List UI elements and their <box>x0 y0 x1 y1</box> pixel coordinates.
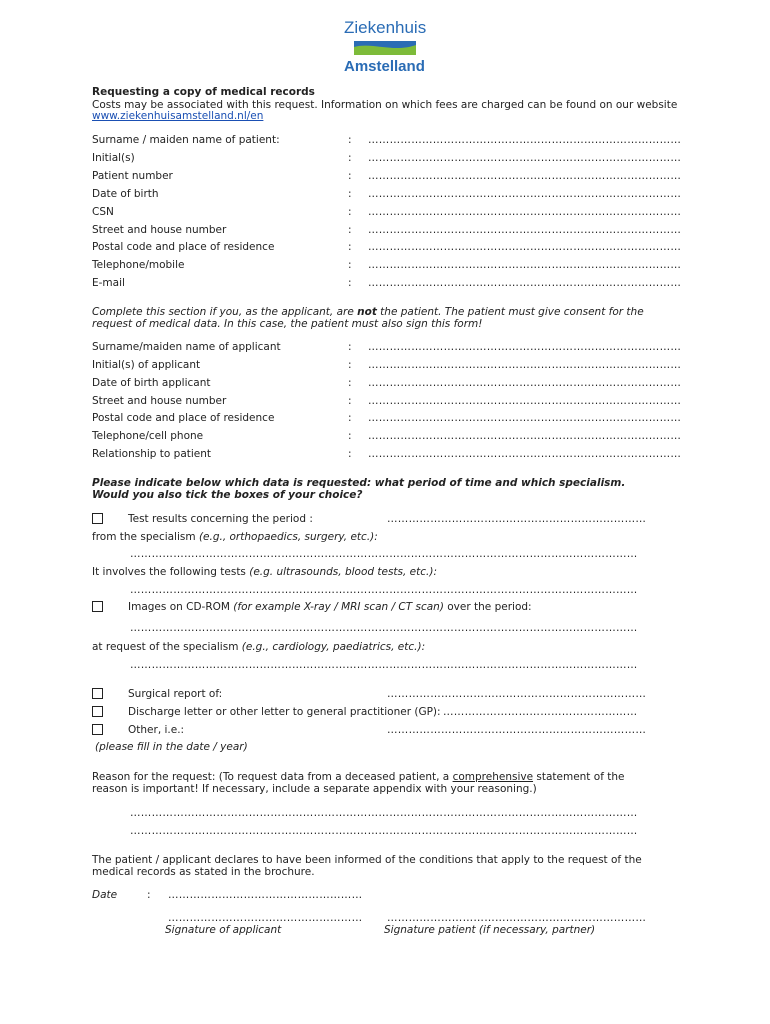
field-input-initials[interactable]: …………………………………………………………………………… <box>368 152 682 164</box>
involves-tests-text: It involves the following tests <box>92 566 250 578</box>
field-colon: : <box>348 241 352 253</box>
reason-text-comprehensive: comprehensive <box>452 771 534 783</box>
surgical-report-input[interactable]: ……………………………………………………………… <box>387 688 647 700</box>
images-text: Images on CD-ROM <box>128 601 234 613</box>
field-colon: : <box>348 170 352 182</box>
images-period-input[interactable]: …………………………………………………………………………………………………………………………… <box>130 622 638 634</box>
date-label: Date <box>92 889 118 901</box>
from-specialism-example: (e.g., orthopaedics, surgery, etc.): <box>198 531 378 543</box>
reason-text <box>92 771 652 795</box>
field-input-applicant-initials[interactable]: …………………………………………………………………………… <box>368 359 682 371</box>
field-colon: : <box>348 152 352 164</box>
field-colon: : <box>348 377 352 389</box>
field-colon: : <box>348 206 352 218</box>
from-specialism-text: from the specialism <box>92 531 199 543</box>
field-label-applicant-street: Street and house number <box>92 395 227 407</box>
field-label-initials: Initial(s) <box>92 152 135 164</box>
field-label-postal-code: Postal code and place of residence <box>92 241 275 253</box>
field-input-surname[interactable]: …………………………………………………………………………… <box>368 134 682 146</box>
field-label-patient-number: Patient number <box>92 170 173 182</box>
logo-mark-icon <box>354 41 416 55</box>
applicant-note-end: the patient. The patient must give consent for the request of medical data. In this case, the patient must also sign this form! <box>92 306 644 330</box>
test-results-label: Test results concerning the period : <box>128 513 313 525</box>
tests-input[interactable]: …………………………………………………………………………………………………………………………… <box>130 584 638 596</box>
images-period-text: over the period: <box>443 601 532 613</box>
field-label-applicant-dob: Date of birth applicant <box>92 377 211 389</box>
test-results-period-input[interactable]: ……………………………………………………………… <box>387 513 647 525</box>
applicant-note-not: not <box>357 306 377 318</box>
date-colon: : <box>147 889 151 901</box>
field-label-relationship: Relationship to patient <box>92 448 212 460</box>
involves-tests-example: (e.g. ultrasounds, blood tests, etc.): <box>249 566 438 578</box>
at-request-input[interactable]: …………………………………………………………………………………………………………………………… <box>130 659 638 671</box>
website-link[interactable]: www.ziekenhuisamstelland.nl/en <box>92 110 264 122</box>
applicant-note <box>92 306 652 330</box>
logo-text-bottom: Amstelland <box>344 58 425 75</box>
reason-text-end: statement of the reason is important! If necessary, include a separate appendix with your reasoning.) <box>92 771 625 795</box>
field-input-street[interactable]: …………………………………………………………………………… <box>368 224 682 236</box>
costs-text: Costs may be associated with this request. Information on which fees are charged can be found on our website <box>92 99 678 111</box>
test-results-checkbox[interactable] <box>92 513 103 524</box>
field-input-email[interactable]: …………………………………………………………………………… <box>368 277 682 289</box>
field-input-telephone[interactable]: …………………………………………………………………………… <box>368 259 682 271</box>
field-colon: : <box>348 448 352 460</box>
images-checkbox[interactable] <box>92 601 103 612</box>
field-label-csn: CSN <box>92 206 114 218</box>
field-input-patient-number[interactable]: …………………………………………………………………………… <box>368 170 682 182</box>
field-input-applicant-postal[interactable]: …………………………………………………………………………… <box>368 412 682 424</box>
other-input[interactable]: ……………………………………………………………… <box>387 724 647 736</box>
field-colon: : <box>348 277 352 289</box>
discharge-letter-input[interactable]: ……………………………………………… <box>443 706 638 718</box>
field-colon: : <box>348 259 352 271</box>
images-label <box>128 601 532 613</box>
date-input[interactable]: ……………………………………………… <box>168 889 363 901</box>
surgical-report-checkbox[interactable] <box>92 688 103 699</box>
field-input-postal-code[interactable]: …………………………………………………………………………… <box>368 241 682 253</box>
field-label-applicant-postal: Postal code and place of residence <box>92 412 275 424</box>
field-input-csn[interactable]: …………………………………………………………………………… <box>368 206 682 218</box>
form-title: Requesting a copy of medical records <box>92 86 315 98</box>
fill-date-hint: (please fill in the date / year) <box>95 741 248 753</box>
other-checkbox[interactable] <box>92 724 103 735</box>
images-example: (for example X-ray / MRI scan / CT scan) <box>233 601 444 613</box>
field-colon: : <box>348 412 352 424</box>
field-colon: : <box>348 359 352 371</box>
field-colon: : <box>348 224 352 236</box>
field-input-applicant-phone[interactable]: …………………………………………………………………………… <box>368 430 682 442</box>
field-input-relationship[interactable]: …………………………………………………………………………… <box>368 448 682 460</box>
declaration-text: The patient / applicant declares to have been informed of the conditions that apply to the request of the medical records as stated in the brochure. <box>92 854 642 878</box>
reason-input-line-2[interactable]: …………………………………………………………………………………………………………………………… <box>130 825 638 837</box>
logo-text-top: Ziekenhuis <box>344 18 427 37</box>
field-label-applicant-initials: Initial(s) of applicant <box>92 359 201 371</box>
signature-applicant-label: Signature of applicant <box>165 924 282 936</box>
from-specialism-label <box>92 531 378 543</box>
specialism-input[interactable]: …………………………………………………………………………………………………………………………… <box>130 548 638 560</box>
field-colon: : <box>348 395 352 407</box>
signature-applicant-input[interactable]: ……………………………………………… <box>168 912 363 924</box>
field-input-applicant-dob[interactable]: …………………………………………………………………………… <box>368 377 682 389</box>
field-label-surname: Surname / maiden name of patient: <box>92 134 280 146</box>
other-label: Other, i.e.: <box>128 724 185 736</box>
at-request-text: at request of the specialism <box>92 641 242 653</box>
field-input-applicant-surname[interactable]: …………………………………………………………………………… <box>368 341 682 353</box>
field-input-applicant-street[interactable]: …………………………………………………………………………… <box>368 395 682 407</box>
field-label-email: E-mail <box>92 277 125 289</box>
field-label-date-of-birth: Date of birth <box>92 188 159 200</box>
field-label-telephone: Telephone/mobile <box>92 259 185 271</box>
field-colon: : <box>348 134 352 146</box>
field-colon: : <box>348 430 352 442</box>
reason-input-line-1[interactable]: …………………………………………………………………………………………………………………………… <box>130 807 638 819</box>
field-input-date-of-birth[interactable]: …………………………………………………………………………… <box>368 188 682 200</box>
field-label-street: Street and house number <box>92 224 227 236</box>
discharge-letter-checkbox[interactable] <box>92 706 103 717</box>
at-request-example: (e.g., cardiology, paediatrics, etc.): <box>241 641 426 653</box>
discharge-letter-label: Discharge letter or other letter to general practitioner (GP): <box>128 706 441 718</box>
hospital-logo <box>340 18 432 80</box>
data-request-heading: Please indicate below which data is requested: what period of time and which specialism. Would you also tick the boxes of your choice? <box>92 477 626 501</box>
signature-patient-input[interactable]: ……………………………………………………………… <box>387 912 647 924</box>
field-colon: : <box>348 188 352 200</box>
at-request-label <box>92 641 425 653</box>
reason-text-start: Reason for the request: (To request data from a deceased patient, a <box>92 771 453 783</box>
involves-tests-label <box>92 566 437 578</box>
surgical-report-label: Surgical report of: <box>128 688 223 700</box>
field-label-applicant-surname: Surname/maiden name of applicant <box>92 341 281 353</box>
field-colon: : <box>348 341 352 353</box>
field-label-applicant-phone: Telephone/cell phone <box>92 430 204 442</box>
applicant-note-start: Complete this section if you, as the applicant, are <box>92 306 358 318</box>
signature-patient-label: Signature patient (if necessary, partner) <box>384 924 596 936</box>
